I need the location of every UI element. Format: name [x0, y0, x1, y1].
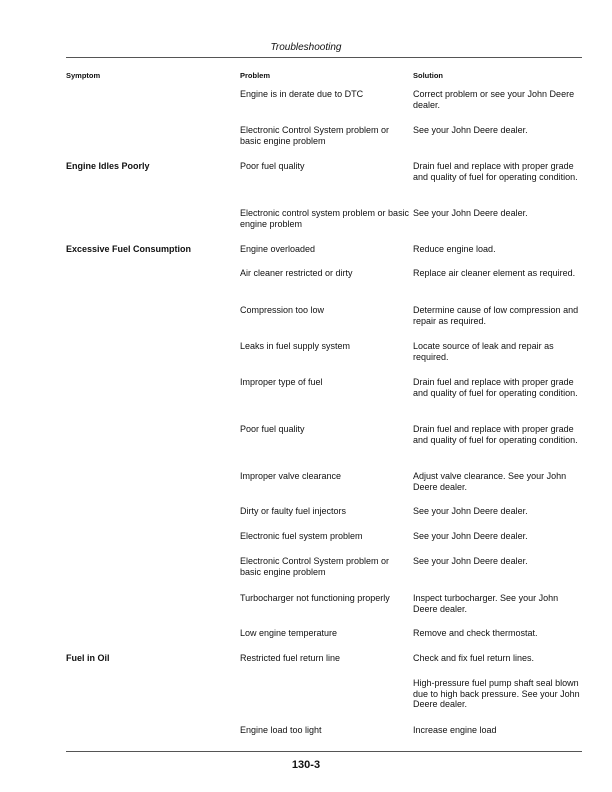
row-problem: Electronic Control System problem or basic engine problem — [240, 125, 390, 146]
column-header-symptom: Symptom — [66, 71, 101, 80]
row-solution: Drain fuel and replace with proper grade and quality of fuel for operating condition. — [413, 424, 578, 445]
row-problem: Improper type of fuel — [240, 377, 323, 387]
row-solution: High-pressure fuel pump shaft seal blown due to high back pressure. See your John Deere dealer. — [413, 678, 580, 709]
row-problem: Leaks in fuel supply system — [240, 341, 351, 351]
row-symptom: Engine Idles Poorly — [66, 161, 150, 171]
row-solution: Adjust valve clearance. See your John Deere dealer. — [413, 471, 567, 492]
row-problem: Low engine temperature — [240, 628, 338, 638]
row-solution: Check and fix fuel return lines. — [413, 653, 535, 663]
row-solution: See your John Deere dealer. — [413, 531, 528, 541]
row-problem: Poor fuel quality — [240, 161, 305, 171]
row-problem: Engine load too light — [240, 725, 322, 735]
row-solution: See your John Deere dealer. — [413, 506, 528, 516]
row-problem: Engine overloaded — [240, 244, 316, 254]
row-symptom: Fuel in Oil — [66, 653, 110, 663]
row-problem: Electronic control system problem or basic engine problem — [240, 208, 410, 229]
column-header-solution: Solution — [413, 71, 443, 80]
row-solution: Correct problem or see your John Deere dealer. — [413, 89, 575, 110]
row-problem: Air cleaner restricted or dirty — [240, 268, 353, 278]
row-solution: Replace air cleaner element as required. — [413, 268, 576, 278]
row-solution: Increase engine load — [413, 725, 497, 735]
row-solution: See your John Deere dealer. — [413, 125, 528, 135]
row-problem: Improper valve clearance — [240, 471, 342, 481]
row-problem: Restricted fuel return line — [240, 653, 341, 663]
row-problem: Dirty or faulty fuel injectors — [240, 506, 347, 516]
row-problem: Turbocharger not functioning properly — [240, 593, 390, 603]
row-solution: Drain fuel and replace with proper grade and quality of fuel for operating condition. — [413, 161, 578, 182]
row-solution: Inspect turbocharger. See your John Deere dealer. — [413, 593, 559, 614]
footer-rule — [66, 751, 582, 752]
row-solution: Drain fuel and replace with proper grade and quality of fuel for operating condition. — [413, 377, 578, 398]
header-rule — [66, 57, 582, 58]
page-header-title: Troubleshooting — [270, 42, 342, 53]
row-solution: See your John Deere dealer. — [413, 556, 528, 566]
row-problem: Poor fuel quality — [240, 424, 305, 434]
column-header-problem: Problem — [240, 71, 271, 80]
row-solution: Reduce engine load. — [413, 244, 496, 254]
row-problem: Electronic Control System problem or basic engine problem — [240, 556, 390, 577]
row-problem: Engine is in derate due to DTC — [240, 89, 364, 99]
row-solution: Locate source of leak and repair as required. — [413, 341, 554, 362]
row-solution: Determine cause of low compression and repair as required. — [413, 305, 579, 326]
row-symptom: Excessive Fuel Consumption — [66, 244, 192, 254]
page-number: 130-3 — [291, 759, 321, 771]
row-problem: Compression too low — [240, 305, 325, 315]
row-solution: See your John Deere dealer. — [413, 208, 528, 218]
row-solution: Remove and check thermostat. — [413, 628, 538, 638]
row-problem: Electronic fuel system problem — [240, 531, 363, 541]
